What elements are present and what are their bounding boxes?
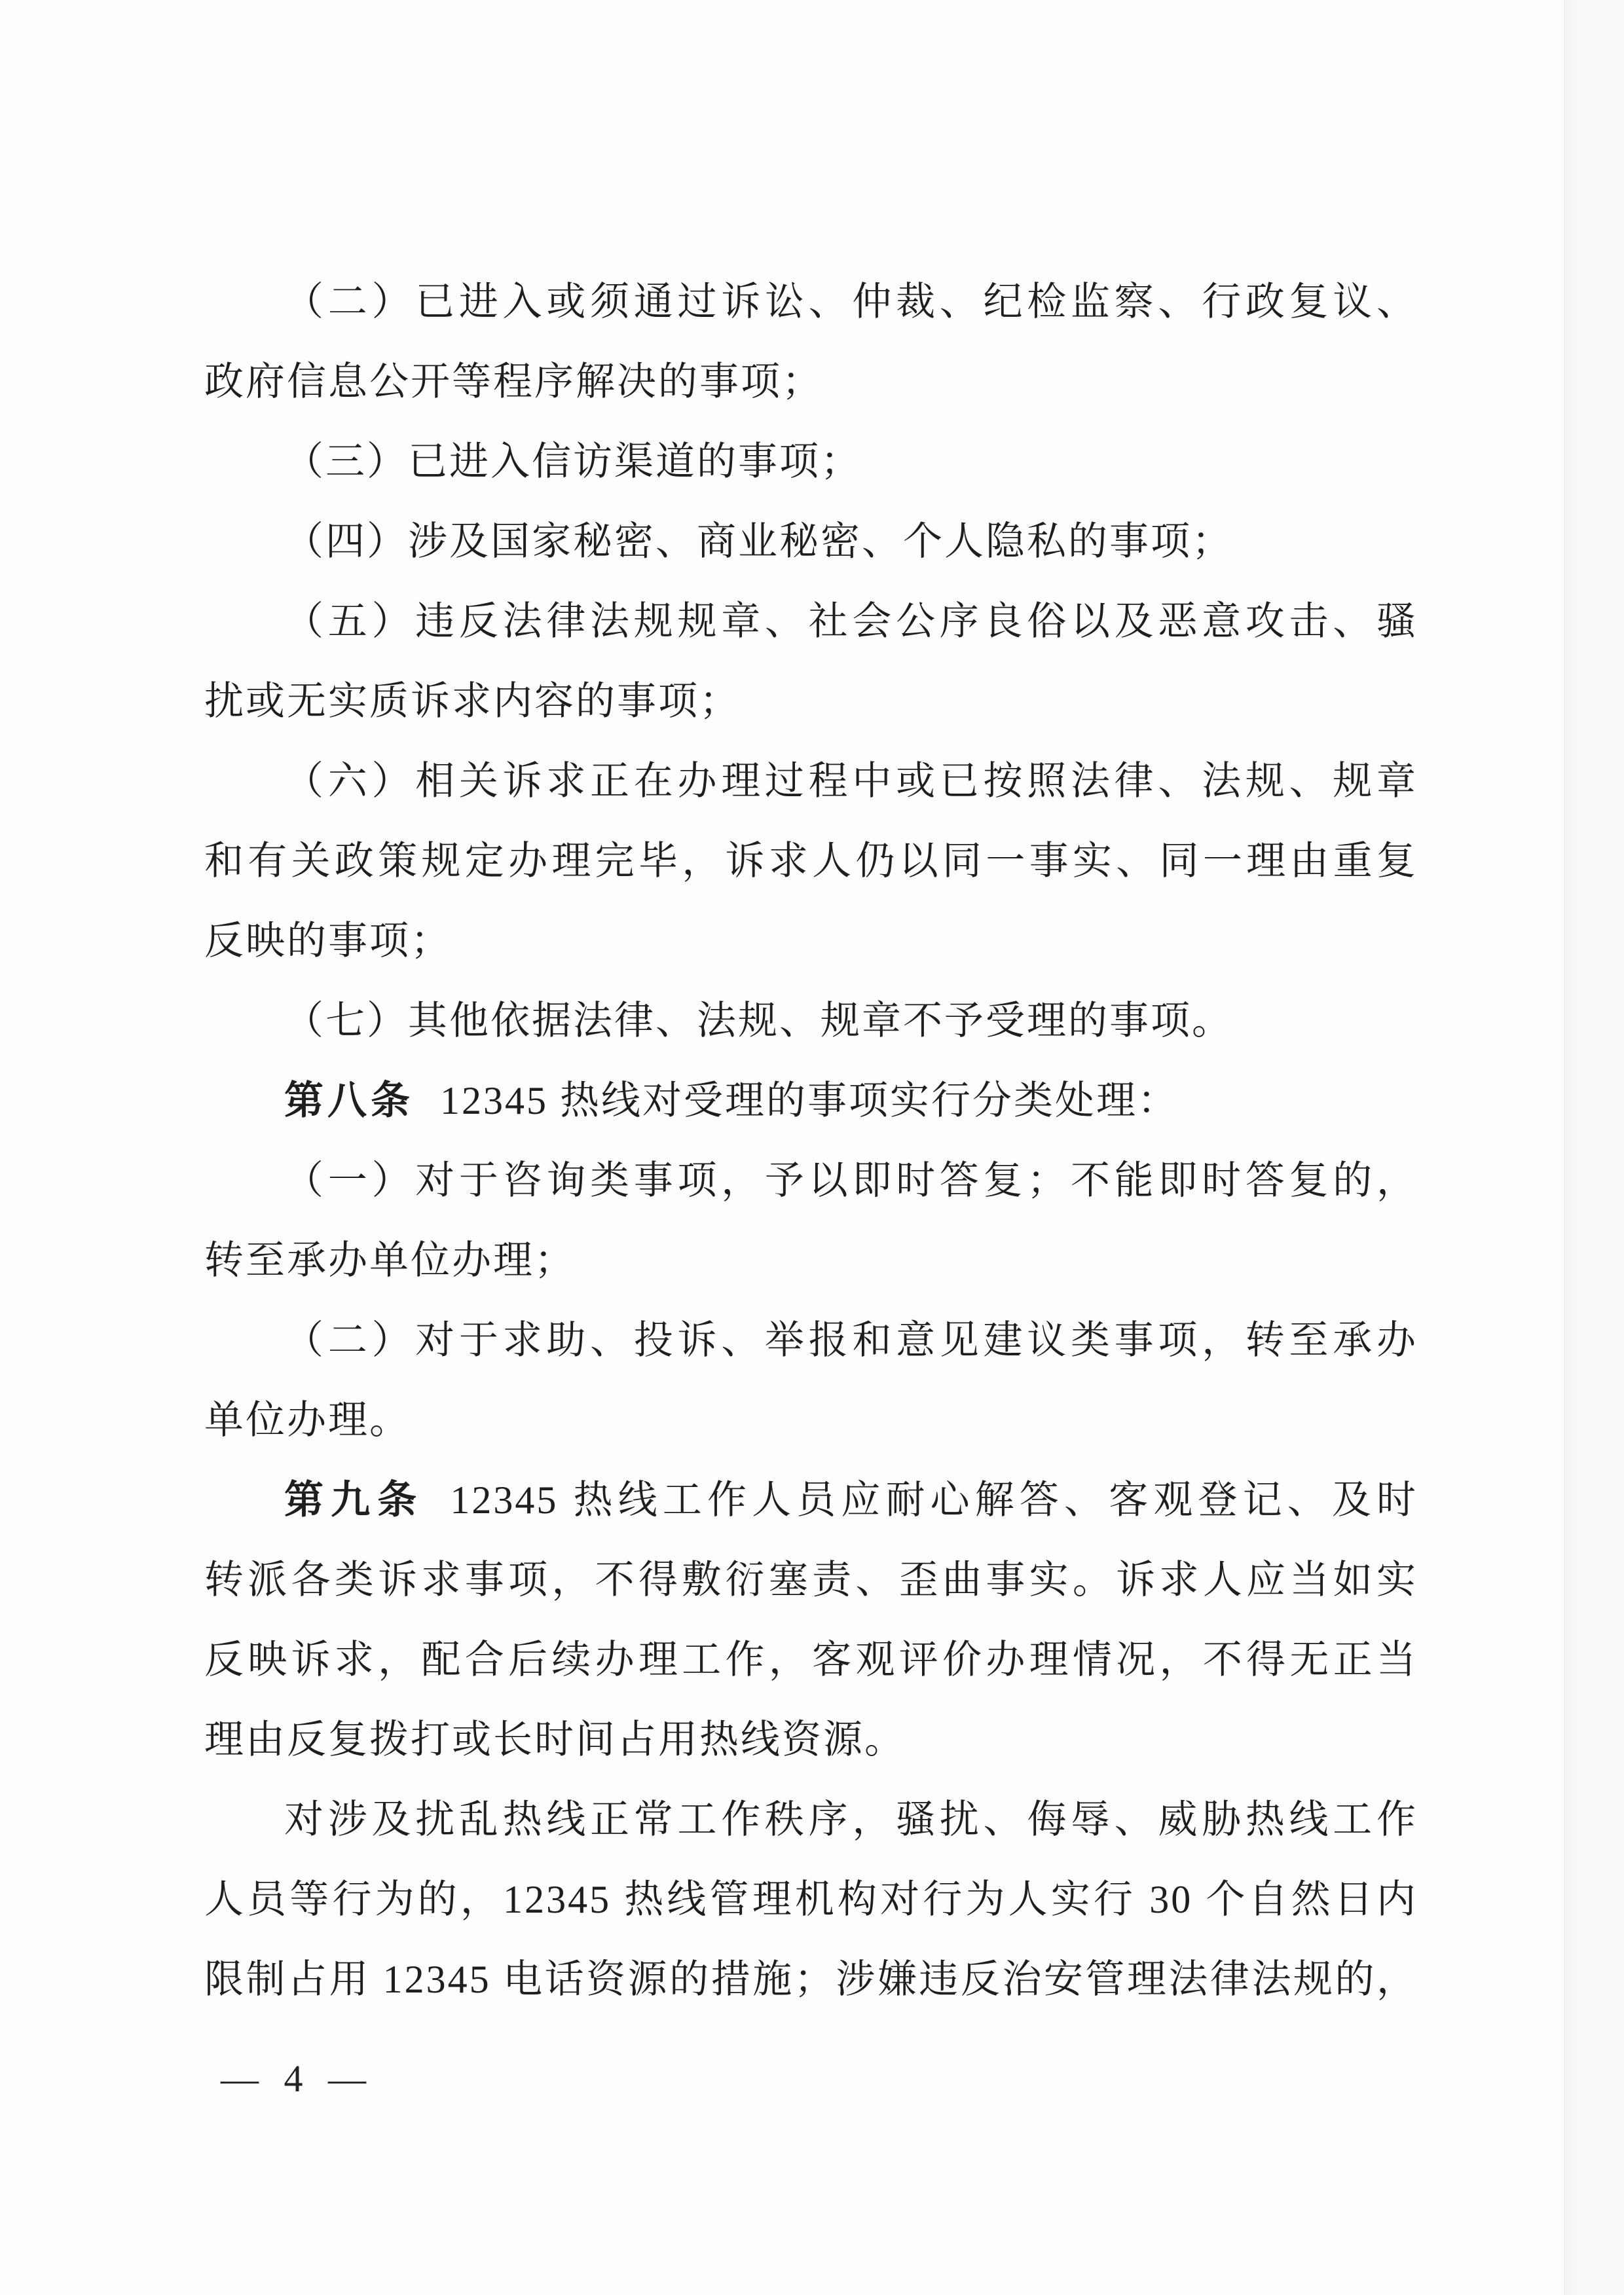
line-text: 理由反复拨打或长时间占用热线资源。 [204,1718,906,1761]
document-line [204,342,1418,422]
article-number-label: 第九条 [284,1478,424,1522]
line-text: 12345 热线对受理的事项实行分类处理： [440,1079,1179,1122]
article-number-label: 第八条 [284,1078,414,1122]
document-line [204,981,1418,1061]
page-number: — 4 — [221,2057,374,2100]
document-line [204,1780,1418,1860]
line-text: 反映诉求，配合后续办理工作，客观评价办理情况，不得无正当 [204,1638,1418,1681]
line-text: （一）对于咨询类事项，予以即时答复；不能即时答复的， [284,1159,1418,1202]
document-line [204,1860,1418,1939]
line-text: （二）已进入或须通过诉讼、仲裁、纪检监察、行政复议、 [284,280,1418,323]
document-line [204,422,1418,502]
document-line [204,1460,1418,1540]
line-text: 转派各类诉求事项，不得敷衍塞责、歪曲事实。诉求人应当如实 [204,1558,1418,1602]
line-text: 转至承办单位办理； [204,1239,576,1282]
text-block [204,262,1418,2019]
line-text: 限制占用 12345 电话资源的措施；涉嫌违反治安管理法律法规的， [204,1958,1418,2001]
line-text: 人员等行为的，12345 热线管理机构对行为人实行 30 个自然日内 [204,1878,1418,1921]
document-line [204,1061,1418,1141]
line-text: 对涉及扰乱热线正常工作秩序，骚扰、侮辱、威胁热线工作 [284,1798,1418,1841]
document-line [204,1141,1418,1221]
line-text: （六）相关诉求正在办理过程中或已按照法律、法规、规章 [284,760,1418,803]
document-line [204,741,1418,821]
line-text: （七）其他依据法律、法规、规章不予受理的事项。 [284,999,1233,1042]
document-line [204,821,1418,901]
document-line [204,1300,1418,1380]
document-line [204,262,1418,342]
document-line [204,1700,1418,1780]
document-line [204,901,1418,981]
line-text: 政府信息公开等程序解决的事项； [204,360,823,403]
document-line [204,661,1418,741]
line-text: 反映的事项； [204,919,452,963]
line-text: 单位办理。 [204,1399,411,1442]
document-line [204,1620,1418,1700]
line-text: （二）对于求助、投诉、举报和意见建议类事项，转至承办 [284,1319,1418,1362]
line-text: （四）涉及国家秘密、商业秘密、个人隐私的事项； [284,520,1233,563]
line-text: 和有关政策规定办理完毕，诉求人仍以同一事实、同一理由重复 [204,839,1418,883]
document-line [204,1540,1418,1620]
document-line [204,1221,1418,1300]
document-line [204,502,1418,581]
document-line [204,1380,1418,1460]
page-edge-shade [1579,0,1624,2295]
line-text: （三）已进入信访渠道的事项； [284,440,862,483]
document-line [204,1939,1418,2019]
line-text: 12345 热线工作人员应耐心解答、客观登记、及时 [450,1478,1418,1522]
scan-artifact-band [1564,0,1579,2295]
document-line [204,581,1418,661]
line-text: （五）违反法律法规规章、社会公序良俗以及恶意攻击、骚 [284,600,1418,643]
line-text: 扰或无实质诉求内容的事项； [204,680,741,723]
